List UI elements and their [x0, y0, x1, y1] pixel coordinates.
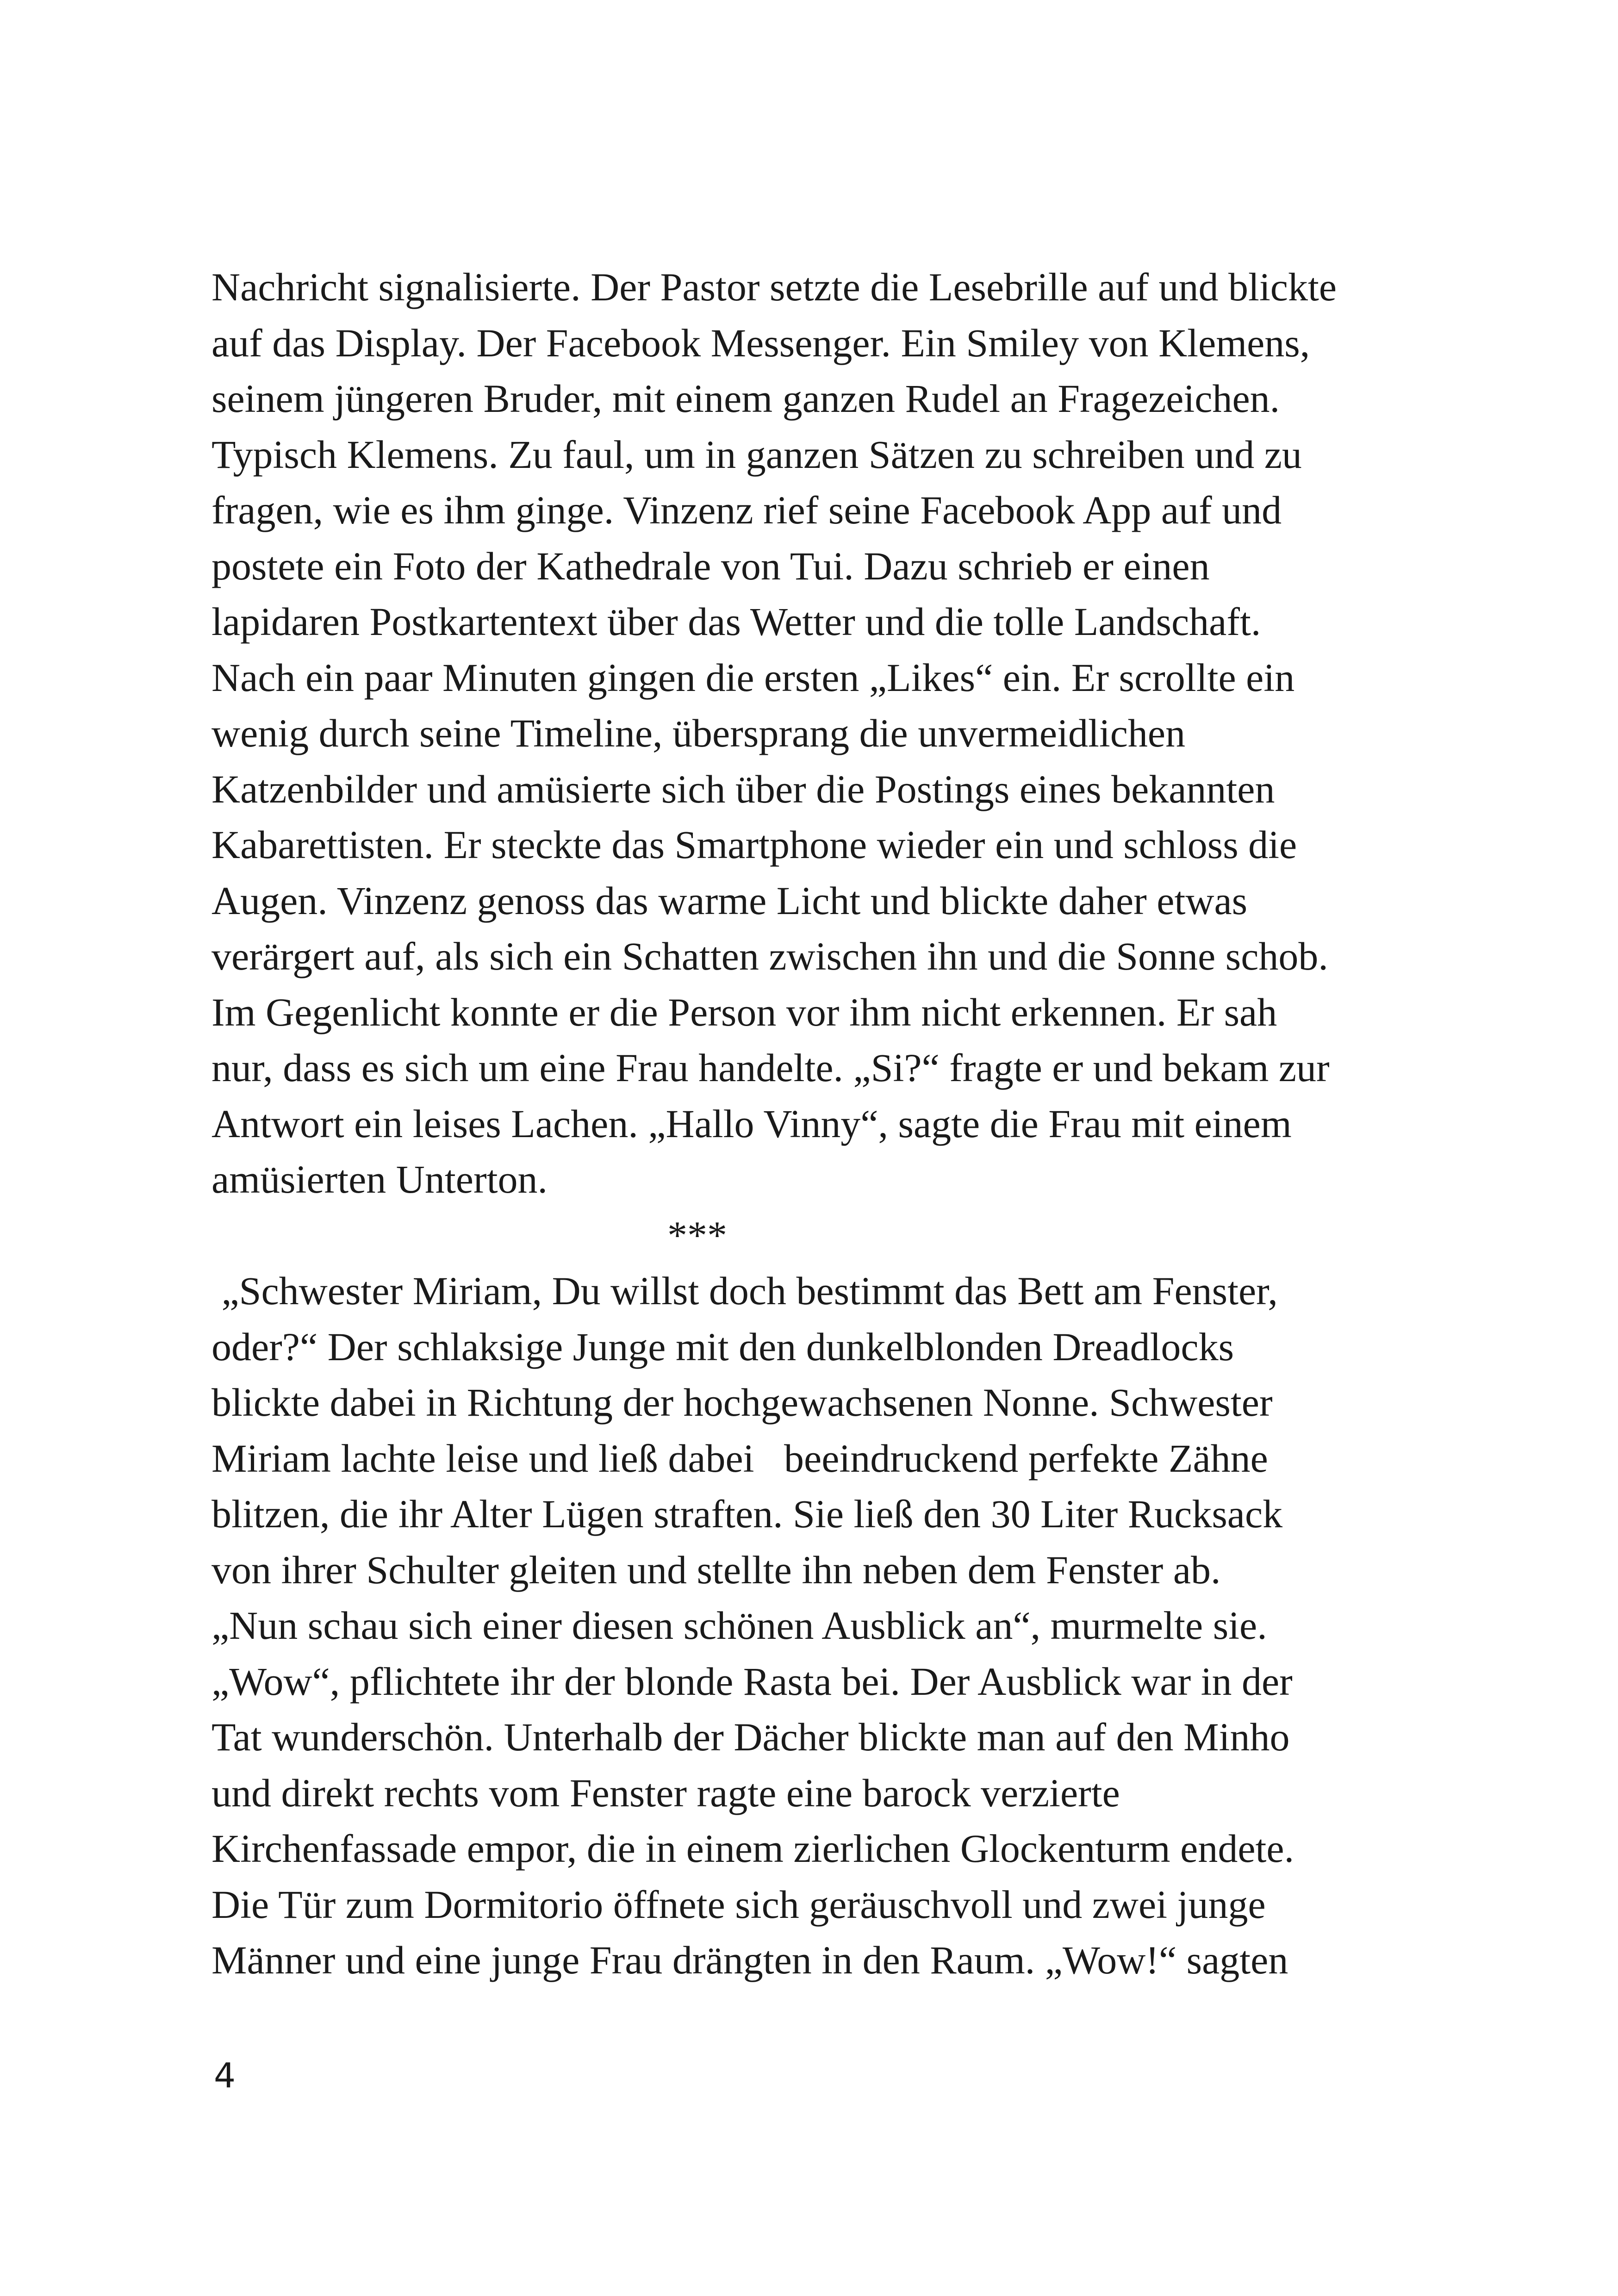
text-line: Nach ein paar Minuten gingen die ersten „Likes“ ein. Er scrollte ein: [212, 655, 1295, 700]
text-line: Miriam lachte leise und ließ dabei beeindruckend perfekte Zähne: [212, 1436, 1268, 1481]
text-line: „Wow“, pflichtete ihr der blonde Rasta bei. Der Ausblick war in der: [212, 1659, 1293, 1704]
scene-separator: ***: [667, 1213, 727, 1257]
text-line: blitzen, die ihr Alter Lügen straften. Sie ließ den 30 Liter Rucksack: [212, 1492, 1283, 1536]
text-line: wenig durch seine Timeline, übersprang die unvermeidlichen: [212, 711, 1186, 755]
text-line: seinem jüngeren Bruder, mit einem ganzen Rudel an Fragezeichen.: [212, 376, 1280, 421]
text-line: auf das Display. Der Facebook Messenger. Ein Smiley von Klemens,: [212, 320, 1310, 365]
text-line: amüsierten Unterton.: [212, 1157, 548, 1201]
text-line: lapidaren Postkartentext über das Wetter und die tolle Landschaft.: [212, 599, 1261, 644]
text-line: Die Tür zum Dormitorio öffnete sich geräuschvoll und zwei junge: [212, 1882, 1266, 1927]
text-line: Kabarettisten. Er steckte das Smartphone wieder ein und schloss die: [212, 822, 1297, 867]
paragraph-section-2: [212, 1263, 1489, 1988]
text-line: Augen. Vinzenz genoss das warme Licht und blickte daher etwas: [212, 878, 1248, 923]
text-line: „Schwester Miriam, Du willst doch bestimmt das Bett am Fenster,: [212, 1269, 1278, 1313]
text-line: und direkt rechts vom Fenster ragte eine barock verzierte: [212, 1770, 1120, 1815]
body-text: [212, 259, 1489, 1988]
text-line: Katzenbilder und amüsierte sich über die Postings eines bekannten: [212, 766, 1275, 811]
text-line: Tat wunderschön. Unterhalb der Dächer blickte man auf den Minho: [212, 1715, 1290, 1759]
text-line: postete ein Foto der Kathedrale von Tui. Dazu schrieb er einen: [212, 543, 1210, 588]
text-line: Im Gegenlicht konnte er die Person vor ihm nicht erkennen. Er sah: [212, 989, 1277, 1034]
text-line: Nachricht signalisierte. Der Pastor setzte die Lesebrille auf und blickte: [212, 265, 1337, 309]
text-line: „Nun schau sich einer diesen schönen Ausblick an“, murmelte sie.: [212, 1603, 1267, 1648]
text-line: von ihrer Schulter gleiten und stellte ihn neben dem Fenster ab.: [212, 1547, 1221, 1592]
text-line: blickte dabei in Richtung der hochgewachsenen Nonne. Schwester: [212, 1380, 1273, 1425]
text-line: oder?“ Der schlaksige Junge mit den dunkelblonden Dreadlocks: [212, 1324, 1234, 1369]
text-line: verärgert auf, als sich ein Schatten zwischen ihn und die Sonne schob.: [212, 934, 1328, 978]
text-line: Kirchenfassade empor, die in einem zierlichen Glockenturm endete.: [212, 1826, 1294, 1871]
text-line: Männer und eine junge Frau drängten in den Raum. „Wow!“ sagten: [212, 1938, 1288, 1982]
paragraph-section-1: [212, 259, 1489, 1207]
text-line: Typisch Klemens. Zu faul, um in ganzen Sätzen zu schreiben und zu: [212, 432, 1302, 477]
text-line: fragen, wie es ihm ginge. Vinzenz rief seine Facebook App auf und: [212, 488, 1282, 532]
text-line: nur, dass es sich um eine Frau handelte. „Si?“ fragte er und bekam zur: [212, 1045, 1330, 1090]
page-number: 4: [214, 2056, 236, 2096]
text-line: Antwort ein leises Lachen. „Hallo Vinny“, sagte die Frau mit einem: [212, 1101, 1292, 1146]
